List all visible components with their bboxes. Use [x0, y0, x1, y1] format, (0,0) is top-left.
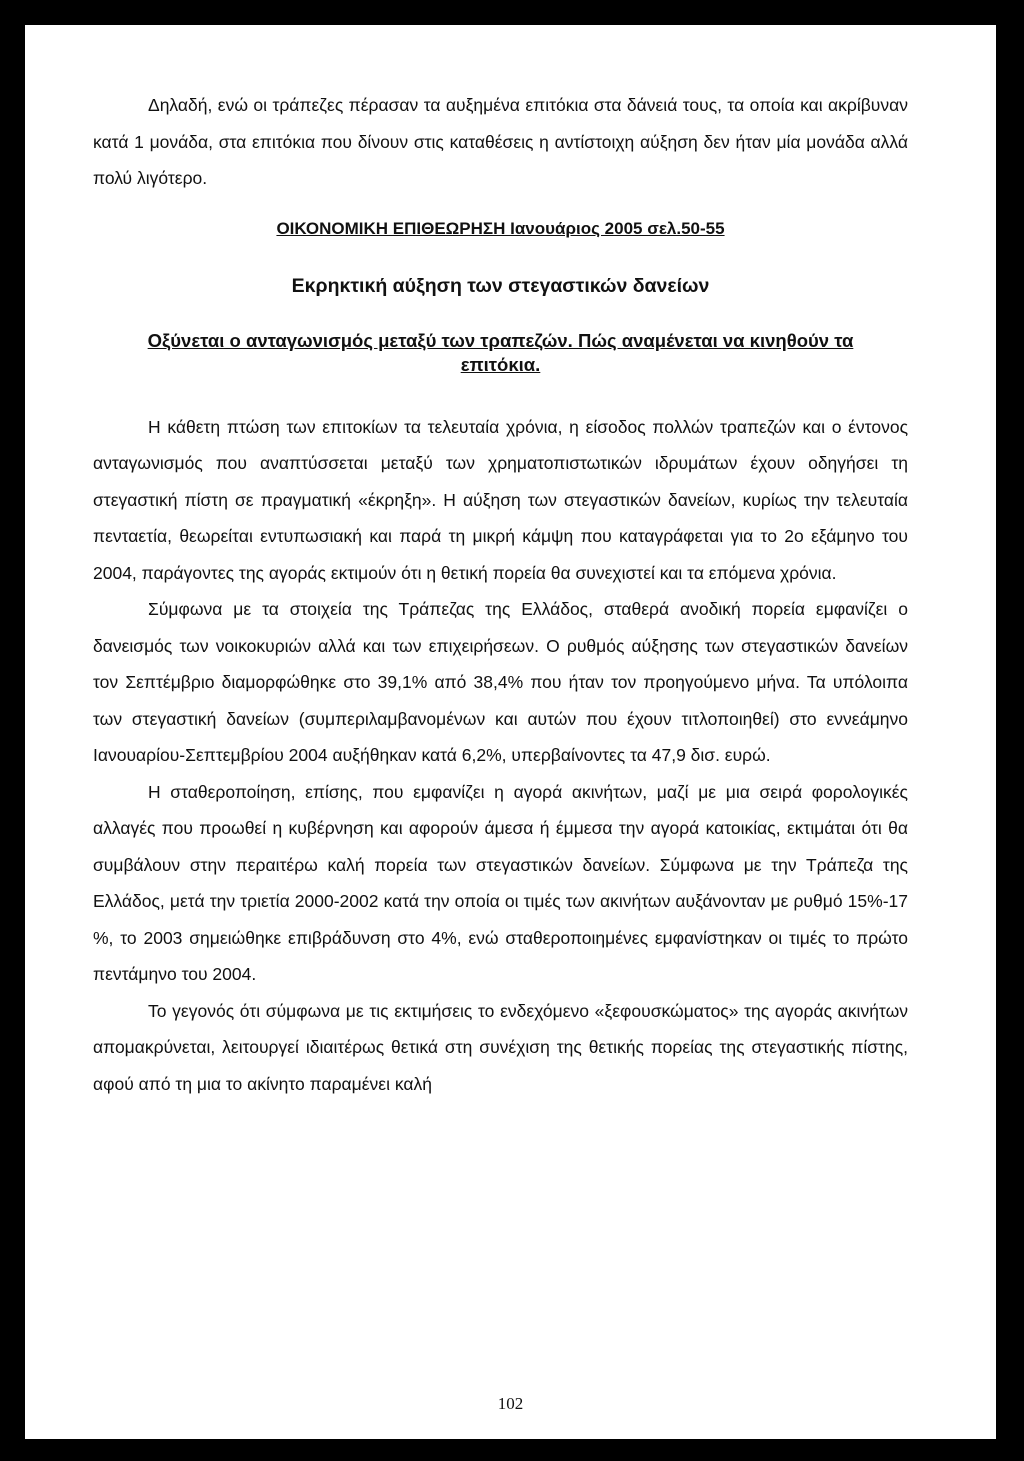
article-headline: Εκρηκτική αύξηση των στεγαστικών δανείων — [291, 274, 710, 297]
article-body — [93, 409, 908, 1103]
body-paragraph-1: Η κάθετη πτώση των επιτοκίων τα τελευταία χρόνια, η είσοδος πολλών τραπεζών και ο έντονος ανταγωνισμός που αναπτύσσεται μεταξύ των χρηματοπιστωτικών ιδρυμάτων έχουν οδηγήσει τη στεγαστική πίστη σε πραγματική «έκρηξη». Η αύξηση των στεγαστικών δανείων, κυρίως την τελευταία πενταετία, θεωρείται εντυπωσιακή και παρά τη μικρή κάμψη που καταγράφεται για το 2ο εξάμηνο του 2004, παράγοντες της αγοράς εκτιμούν ότι η θετική πορεία θα συνεχιστεί και τα επόμενα χρόνια. — [93, 416, 908, 583]
document-page — [25, 25, 996, 1439]
page-number: 102 — [497, 1394, 524, 1413]
source-citation: ΟΙΚΟΝΟΜΙΚΗ ΕΠΙΘΕΩΡΗΣΗ Ιανουάριος 2005 σελ.50-55 — [276, 218, 725, 238]
page-content — [93, 87, 908, 1102]
article-subheadline: Οξύνεται ο ανταγωνισμός μεταξύ των τραπεζών. Πώς αναμένεται να κινηθούν τα επιτόκια. — [147, 329, 854, 375]
intro-paragraph: Δηλαδή, ενώ οι τράπεζες πέρασαν τα αυξημένα επιτόκια στα δάνειά τους, τα οποία και ακρίβυναν κατά 1 μονάδα, στα επιτόκια που δίνουν στις καταθέσεις η αντίστοιχη αύξηση δεν ήταν μία μονάδα αλλά πολύ λιγότερο. — [93, 95, 908, 188]
body-paragraph-4: Το γεγονός ότι σύμφωνα με τις εκτιμήσεις το ενδεχόμενο «ξεφουσκώματος» της αγοράς ακινήτων απομακρύνεται, λειτουργεί ιδιαιτέρως θετικά στη συνέχιση της θετικής πορείας της στεγαστικής πίστης, αφού από τη μια το ακίνητο παραμένει καλή — [93, 1000, 908, 1094]
body-paragraph-3: Η σταθεροποίηση, επίσης, που εμφανίζει η αγορά ακινήτων, μαζί με μια σειρά φορολογικές αλλαγές που προωθεί η κυβέρνηση και αφορούν άμεσα ή έμμεσα την αγορά κατοικίας, εκτιμάται ότι θα συμβάλουν στην περαιτέρω καλή πορεία των στεγαστικών δανείων. Σύμφωνα με την Τράπεζα της Ελλάδος, μετά την τριετία 2000-2002 κατά την οποία οι τιμές των ακινήτων αυξάνονταν με ρυθμό 15%-17 %, το 2003 σημειώθηκε επιβράδυνση στο 4%, ενώ σταθεροποιημένες εμφανίστηκαν οι τιμές το πρώτο πεντάμηνο του 2004. — [93, 781, 908, 984]
body-paragraph-2: Σύμφωνα με τα στοιχεία της Τράπεζας της Ελλάδος, σταθερά ανοδική πορεία εμφανίζει ο δανεισμός των νοικοκυριών αλλά και των επιχειρήσεων. Ο ρυθμός αύξησης των στεγαστικών δανείων τον Σεπτέμβριο διαμορφώθηκε στο 39,1% από 38,4% που ήταν τον προηγούμενο μήνα. Τα υπόλοιπα των στεγαστική δανείων (συμπεριλαμβανομένων και αυτών που έχουν τιτλοποιηθεί) στο εννεάμηνο Ιανουαρίου-Σεπτεμβρίου 2004 αυξήθηκαν κατά 6,2%, υπερβαίνοντες τα 47,9 δισ. ευρώ. — [93, 599, 908, 765]
